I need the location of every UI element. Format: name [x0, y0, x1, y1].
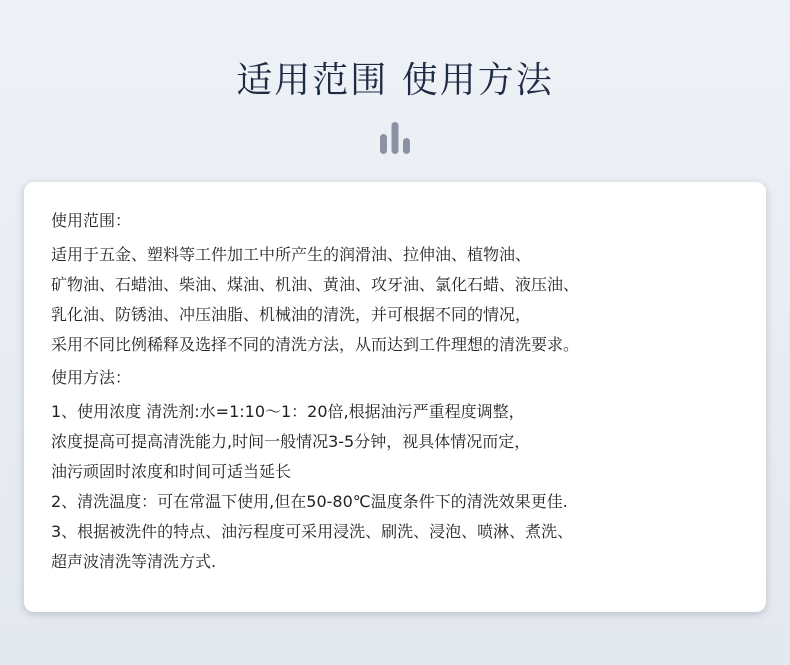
- scope-line: 乳化油、防锈油、冲压油脂、机械油的清洗，并可根据不同的情况，: [51, 305, 532, 324]
- scope-body: [51, 240, 766, 360]
- method-line: 2、清洗温度：可在常温下使用,但在50-80℃温度条件下的清洗效果更佳.: [51, 492, 568, 511]
- method-line: 超声波清洗等清洗方式.: [51, 552, 217, 571]
- content-card: [24, 182, 766, 612]
- method-line: 浓度提高可提高清洗能力,时间一般情况3-5分钟，视具体情况而定，: [51, 432, 531, 451]
- scope-heading: 使用范围：: [51, 211, 132, 230]
- method-heading: 使用方法：: [51, 368, 132, 387]
- scope-line: 矿物油、石蜡油、柴油、煤油、机油、黄油、攻牙油、氯化石蜡、液压油、: [51, 275, 580, 294]
- method-line: 油污顽固时浓度和时间可适当延长: [51, 462, 292, 481]
- method-line: 3、根据被洗件的特点、油污程度可采用浸洗、刷洗、浸泡、喷淋、煮洗、: [51, 522, 574, 541]
- bar-chart-icon: [378, 122, 412, 156]
- scope-line: 采用不同比例稀释及选择不同的清洗方法，从而达到工件理想的清洗要求。: [51, 335, 580, 354]
- method-body: [51, 397, 766, 577]
- scope-line: 适用于五金、塑料等工件加工中所产生的润滑油、拉伸油、植物油、: [51, 245, 532, 264]
- page-title: 适用范围 使用方法: [236, 60, 554, 101]
- method-line: 1、使用浓度 清洗剂:水=1:10～1：20倍,根据油污严重程度调整，: [51, 402, 525, 421]
